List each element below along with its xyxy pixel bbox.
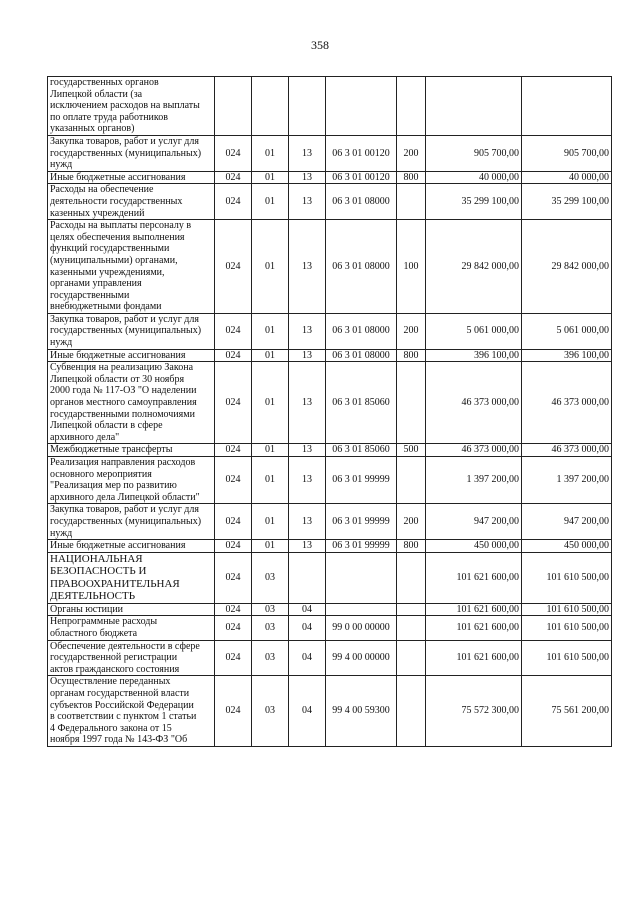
cell-ministry-code: 024	[215, 504, 252, 540]
cell-section-code: 01	[252, 540, 289, 553]
cell-expense-type: 800	[397, 349, 426, 362]
cell-ministry-code: 024	[215, 362, 252, 444]
cell-sum-second: 396 100,00	[522, 349, 612, 362]
cell-subsection-code: 13	[289, 540, 326, 553]
table-row	[48, 640, 612, 676]
cell-section-code: 01	[252, 457, 289, 504]
table-row	[48, 171, 612, 184]
cell-section-code: 03	[252, 676, 289, 747]
cell-target-code: 99 4 00 00000	[326, 640, 397, 676]
table-row	[48, 603, 612, 616]
cell-ministry-code: 024	[215, 313, 252, 349]
cell-ministry-code: 024	[215, 540, 252, 553]
cell-expense-type	[397, 457, 426, 504]
cell-name: Иные бюджетные ассигнования	[48, 171, 215, 184]
cell-sum-first: 101 621 600,00	[426, 552, 522, 603]
cell-subsection-code: 13	[289, 504, 326, 540]
cell-expense-type: 800	[397, 540, 426, 553]
cell-target-code: 06 3 01 08000	[326, 349, 397, 362]
cell-subsection-code: 13	[289, 171, 326, 184]
cell-name: Субвенция на реализацию Закона Липецкой области от 30 ноября 2000 года № 117-ОЗ "О наделении органов местного самоуправления государственными полномочиями Липецкой области в сфере архивного дела"	[48, 362, 215, 444]
cell-section-code: 01	[252, 504, 289, 540]
cell-sum-first: 75 572 300,00	[426, 676, 522, 747]
cell-name: Обеспечение деятельности в сфере государственной регистрации актов гражданского состояния	[48, 640, 215, 676]
cell-sum-second: 450 000,00	[522, 540, 612, 553]
cell-sum-first: 905 700,00	[426, 135, 522, 171]
cell-target-code: 06 3 01 99999	[326, 457, 397, 504]
cell-section-code: 01	[252, 362, 289, 444]
table-row	[48, 77, 612, 136]
cell-sum-first: 450 000,00	[426, 540, 522, 553]
cell-target-code: 06 3 01 00120	[326, 135, 397, 171]
cell-expense-type	[397, 77, 426, 136]
cell-ministry-code: 024	[215, 444, 252, 457]
cell-ministry-code: 024	[215, 640, 252, 676]
cell-section-code: 03	[252, 616, 289, 640]
cell-ministry-code: 024	[215, 603, 252, 616]
cell-subsection-code: 04	[289, 616, 326, 640]
budget-table	[47, 76, 612, 747]
cell-name: Иные бюджетные ассигнования	[48, 540, 215, 553]
cell-sum-first: 5 061 000,00	[426, 313, 522, 349]
cell-expense-type	[397, 603, 426, 616]
cell-subsection-code	[289, 77, 326, 136]
cell-sum-second: 101 610 500,00	[522, 616, 612, 640]
cell-name: Непрограммные расходы областного бюджета	[48, 616, 215, 640]
cell-name: Закупка товаров, работ и услуг для государственных (муниципальных) нужд	[48, 135, 215, 171]
cell-expense-type	[397, 552, 426, 603]
cell-name: Осуществление переданных органам государственной власти субъектов Российской Федерации в соответствии с пунктом 1 статьи 4 Федерального закона от 15 ноября 1997 года № 143-ФЗ "Об	[48, 676, 215, 747]
cell-expense-type: 500	[397, 444, 426, 457]
cell-section-code: 03	[252, 552, 289, 603]
cell-section-code: 01	[252, 184, 289, 220]
table-row	[48, 504, 612, 540]
cell-target-code: 99 4 00 59300	[326, 676, 397, 747]
cell-subsection-code: 13	[289, 135, 326, 171]
cell-subsection-code: 13	[289, 362, 326, 444]
cell-name: Расходы на выплаты персоналу в целях обеспечения выполнения функций государственными (муниципальными) органами, казенными учреждениями, органами управления государственными внебюджетными фондами	[48, 220, 215, 314]
cell-target-code	[326, 603, 397, 616]
cell-sum-second: 75 561 200,00	[522, 676, 612, 747]
cell-ministry-code	[215, 77, 252, 136]
cell-target-code: 99 0 00 00000	[326, 616, 397, 640]
cell-sum-second: 35 299 100,00	[522, 184, 612, 220]
cell-sum-first: 947 200,00	[426, 504, 522, 540]
table-row	[48, 676, 612, 747]
cell-section-code: 01	[252, 313, 289, 349]
cell-ministry-code: 024	[215, 457, 252, 504]
cell-subsection-code: 13	[289, 184, 326, 220]
table-row	[48, 220, 612, 314]
cell-subsection-code: 04	[289, 676, 326, 747]
cell-ministry-code: 024	[215, 616, 252, 640]
table-row	[48, 616, 612, 640]
cell-sum-second	[522, 77, 612, 136]
cell-subsection-code: 13	[289, 457, 326, 504]
cell-subsection-code: 13	[289, 313, 326, 349]
cell-name: Закупка товаров, работ и услуг для государственных (муниципальных) нужд	[48, 504, 215, 540]
cell-sum-second: 5 061 000,00	[522, 313, 612, 349]
cell-sum-first: 29 842 000,00	[426, 220, 522, 314]
cell-name: Органы юстиции	[48, 603, 215, 616]
cell-name: Иные бюджетные ассигнования	[48, 349, 215, 362]
budget-table-body	[48, 77, 612, 747]
cell-name: Реализация направления расходов основного мероприятия "Реализация мер по развитию архивного дела Липецкой области"	[48, 457, 215, 504]
cell-expense-type: 200	[397, 135, 426, 171]
cell-target-code: 06 3 01 99999	[326, 504, 397, 540]
cell-target-code	[326, 77, 397, 136]
cell-section-code: 01	[252, 444, 289, 457]
cell-expense-type	[397, 184, 426, 220]
cell-section-code	[252, 77, 289, 136]
cell-ministry-code: 024	[215, 552, 252, 603]
cell-sum-second: 101 610 500,00	[522, 603, 612, 616]
cell-sum-first: 396 100,00	[426, 349, 522, 362]
cell-target-code: 06 3 01 85060	[326, 362, 397, 444]
table-row	[48, 540, 612, 553]
cell-subsection-code: 13	[289, 349, 326, 362]
cell-name: Межбюджетные трансферты	[48, 444, 215, 457]
cell-sum-second: 40 000,00	[522, 171, 612, 184]
cell-sum-first: 40 000,00	[426, 171, 522, 184]
cell-sum-second: 947 200,00	[522, 504, 612, 540]
cell-expense-type	[397, 362, 426, 444]
table-row	[48, 184, 612, 220]
cell-sum-second: 101 610 500,00	[522, 552, 612, 603]
table-row	[48, 135, 612, 171]
cell-sum-first: 1 397 200,00	[426, 457, 522, 504]
cell-target-code: 06 3 01 85060	[326, 444, 397, 457]
cell-sum-second: 29 842 000,00	[522, 220, 612, 314]
table-row	[48, 313, 612, 349]
cell-ministry-code: 024	[215, 220, 252, 314]
cell-expense-type: 100	[397, 220, 426, 314]
cell-target-code: 06 3 01 00120	[326, 171, 397, 184]
cell-expense-type	[397, 676, 426, 747]
cell-section-code: 01	[252, 171, 289, 184]
cell-ministry-code: 024	[215, 171, 252, 184]
cell-sum-second: 905 700,00	[522, 135, 612, 171]
cell-subsection-code	[289, 552, 326, 603]
cell-subsection-code: 13	[289, 220, 326, 314]
cell-sum-second: 101 610 500,00	[522, 640, 612, 676]
cell-sum-first: 101 621 600,00	[426, 640, 522, 676]
cell-sum-first	[426, 77, 522, 136]
cell-subsection-code: 13	[289, 444, 326, 457]
cell-section-code: 01	[252, 220, 289, 314]
table-row	[48, 552, 612, 603]
cell-ministry-code: 024	[215, 676, 252, 747]
cell-name: НАЦИОНАЛЬНАЯ БЕЗОПАСНОСТЬ И ПРАВООХРАНИТЕЛЬНАЯ ДЕЯТЕЛЬНОСТЬ	[48, 552, 215, 603]
cell-section-code: 03	[252, 603, 289, 616]
cell-target-code	[326, 552, 397, 603]
page-number: 358	[311, 38, 329, 52]
cell-name: Закупка товаров, работ и услуг для государственных (муниципальных) нужд	[48, 313, 215, 349]
cell-section-code: 01	[252, 349, 289, 362]
cell-section-code: 01	[252, 135, 289, 171]
table-row	[48, 457, 612, 504]
cell-subsection-code: 04	[289, 640, 326, 676]
cell-sum-first: 101 621 600,00	[426, 603, 522, 616]
table-row	[48, 349, 612, 362]
table-row	[48, 444, 612, 457]
cell-sum-first: 46 373 000,00	[426, 444, 522, 457]
cell-ministry-code: 024	[215, 135, 252, 171]
cell-expense-type	[397, 640, 426, 676]
cell-section-code: 03	[252, 640, 289, 676]
cell-expense-type: 200	[397, 313, 426, 349]
table-row	[48, 362, 612, 444]
cell-expense-type: 800	[397, 171, 426, 184]
cell-sum-second: 46 373 000,00	[522, 444, 612, 457]
cell-name: государственных органов Липецкой области (за исключением расходов на выплаты по оплате труда работников указанных органов)	[48, 77, 215, 136]
cell-target-code: 06 3 01 08000	[326, 220, 397, 314]
cell-ministry-code: 024	[215, 184, 252, 220]
cell-subsection-code: 04	[289, 603, 326, 616]
cell-expense-type	[397, 616, 426, 640]
cell-target-code: 06 3 01 08000	[326, 184, 397, 220]
cell-sum-first: 35 299 100,00	[426, 184, 522, 220]
cell-sum-second: 46 373 000,00	[522, 362, 612, 444]
cell-sum-first: 46 373 000,00	[426, 362, 522, 444]
cell-ministry-code: 024	[215, 349, 252, 362]
cell-sum-second: 1 397 200,00	[522, 457, 612, 504]
cell-sum-first: 101 621 600,00	[426, 616, 522, 640]
cell-target-code: 06 3 01 08000	[326, 313, 397, 349]
cell-expense-type: 200	[397, 504, 426, 540]
cell-target-code: 06 3 01 99999	[326, 540, 397, 553]
cell-name: Расходы на обеспечение деятельности государственных казенных учреждений	[48, 184, 215, 220]
